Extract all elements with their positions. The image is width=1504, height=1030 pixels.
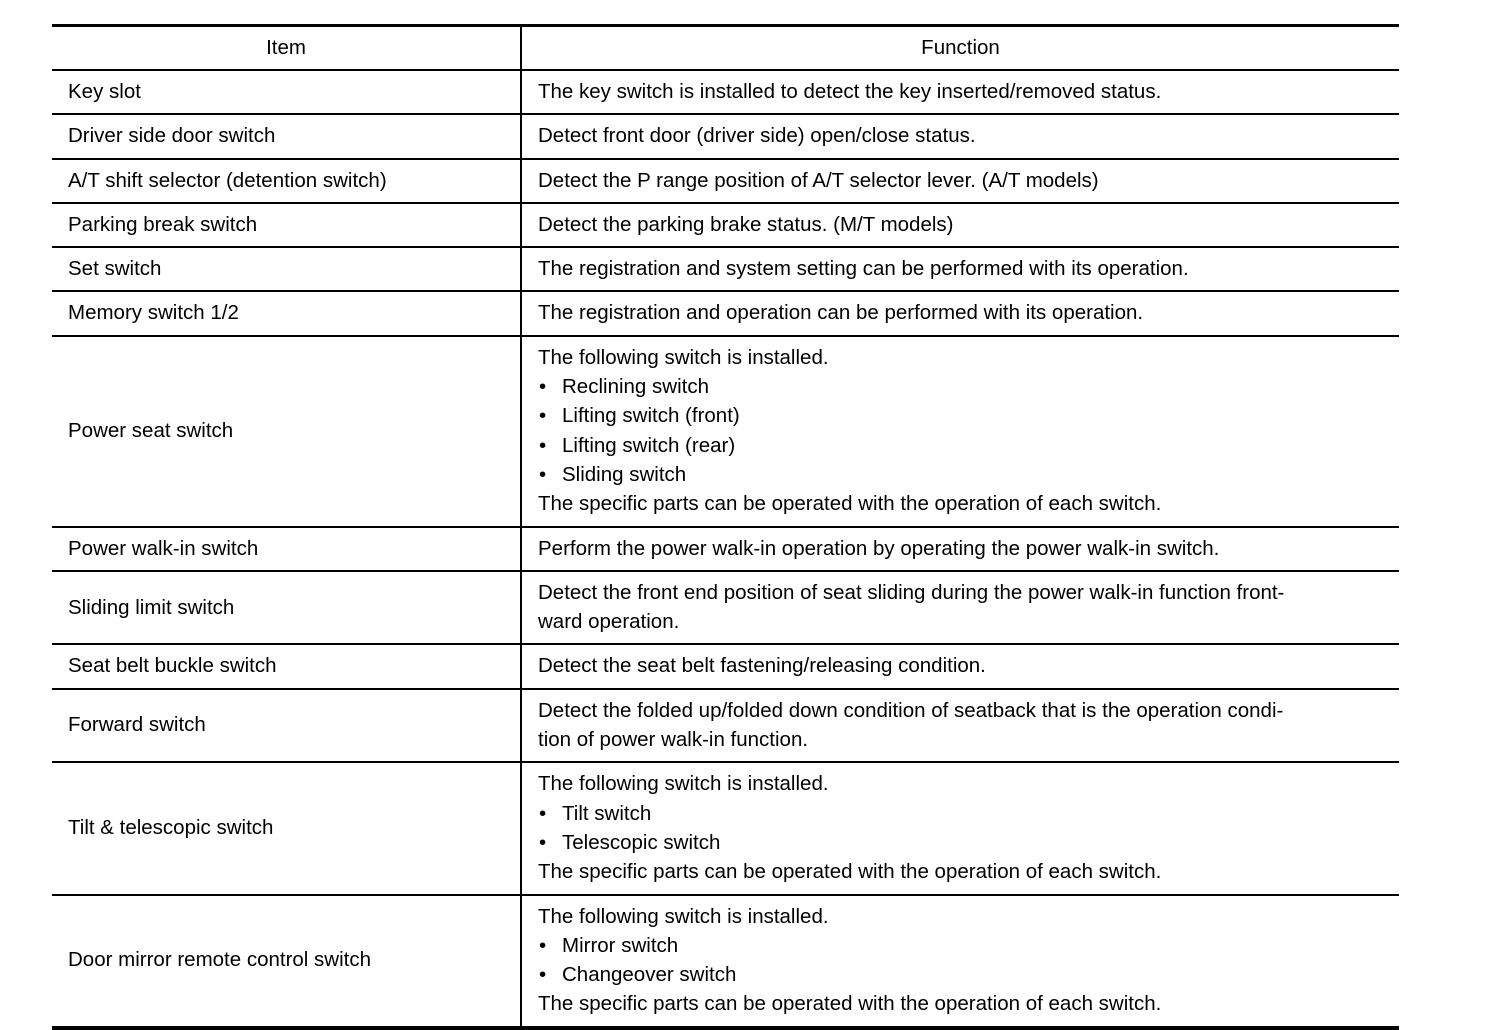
table-row bbox=[52, 336, 1399, 527]
table-row bbox=[52, 114, 1399, 158]
switch-list bbox=[538, 931, 1393, 990]
table-row bbox=[52, 571, 1399, 645]
switch-list-item: • Mirror switch bbox=[538, 931, 1393, 960]
function-cell: Detect the parking brake status. (M/T models) bbox=[521, 203, 1399, 247]
item-cell: Parking break switch bbox=[52, 203, 521, 247]
table-row bbox=[52, 159, 1399, 203]
function-cell: The registration and system setting can be performed with its operation. bbox=[521, 247, 1399, 291]
table-row bbox=[52, 895, 1399, 1028]
switch-list-item: • Sliding switch bbox=[538, 460, 1393, 489]
function-cell bbox=[521, 895, 1399, 1028]
table-row bbox=[52, 689, 1399, 763]
function-outro: The specific parts can be operated with the operation of each switch. bbox=[538, 992, 1162, 1016]
function-intro: The following switch is installed. bbox=[538, 904, 829, 928]
function-cell: Detect the seat belt fastening/releasing condition. bbox=[521, 644, 1399, 688]
function-intro: The following switch is installed. bbox=[538, 345, 829, 369]
item-cell: Power walk-in switch bbox=[52, 527, 521, 571]
switch-list-item: • Tilt switch bbox=[538, 799, 1393, 828]
item-cell: Sliding limit switch bbox=[52, 571, 521, 645]
function-cell: The key switch is installed to detect the key inserted/removed status. bbox=[521, 70, 1399, 114]
switch-list-item: • Lifting switch (rear) bbox=[538, 431, 1393, 460]
table-row bbox=[52, 644, 1399, 688]
table-row bbox=[52, 527, 1399, 571]
table-row bbox=[52, 70, 1399, 114]
item-cell: Door mirror remote control switch bbox=[52, 895, 521, 1028]
item-cell: A/T shift selector (detention switch) bbox=[52, 159, 521, 203]
function-column-header: Function bbox=[521, 26, 1399, 71]
switch-list-item: • Telescopic switch bbox=[538, 828, 1393, 857]
function-line: ward operation. bbox=[538, 610, 680, 634]
function-cell bbox=[521, 336, 1399, 527]
function-cell bbox=[521, 689, 1399, 763]
switch-list-item: • Lifting switch (front) bbox=[538, 401, 1393, 430]
function-intro: The following switch is installed. bbox=[538, 772, 829, 796]
switch-list bbox=[538, 372, 1393, 489]
switch-list bbox=[538, 799, 1393, 858]
item-function-table bbox=[52, 24, 1399, 1030]
function-cell: The registration and operation can be performed with its operation. bbox=[521, 291, 1399, 335]
function-outro: The specific parts can be operated with the operation of each switch. bbox=[538, 860, 1162, 884]
table-row bbox=[52, 247, 1399, 291]
item-cell: Forward switch bbox=[52, 689, 521, 763]
function-cell: Perform the power walk-in operation by operating the power walk-in switch. bbox=[521, 527, 1399, 571]
item-cell: Key slot bbox=[52, 70, 521, 114]
function-line: tion of power walk-in function. bbox=[538, 728, 809, 752]
item-column-header: Item bbox=[52, 26, 521, 71]
function-cell: Detect front door (driver side) open/close status. bbox=[521, 114, 1399, 158]
table-row bbox=[52, 762, 1399, 894]
table-header-row bbox=[52, 26, 1399, 71]
switch-list-item: • Changeover switch bbox=[538, 960, 1393, 989]
function-cell bbox=[521, 571, 1399, 645]
item-cell: Seat belt buckle switch bbox=[52, 644, 521, 688]
item-cell: Tilt & telescopic switch bbox=[52, 762, 521, 894]
function-line: Detect the front end position of seat sliding during the power walk-in function front- bbox=[538, 580, 1285, 604]
switch-list-item: • Reclining switch bbox=[538, 372, 1393, 401]
table-row bbox=[52, 203, 1399, 247]
item-cell: Driver side door switch bbox=[52, 114, 521, 158]
function-cell: Detect the P range position of A/T selector lever. (A/T models) bbox=[521, 159, 1399, 203]
function-outro: The specific parts can be operated with the operation of each switch. bbox=[538, 492, 1162, 516]
item-cell: Memory switch 1/2 bbox=[52, 291, 521, 335]
function-cell bbox=[521, 762, 1399, 894]
item-cell: Set switch bbox=[52, 247, 521, 291]
table-row bbox=[52, 291, 1399, 335]
function-line: Detect the folded up/folded down condition of seatback that is the operation condi- bbox=[538, 698, 1284, 722]
item-cell: Power seat switch bbox=[52, 336, 521, 527]
